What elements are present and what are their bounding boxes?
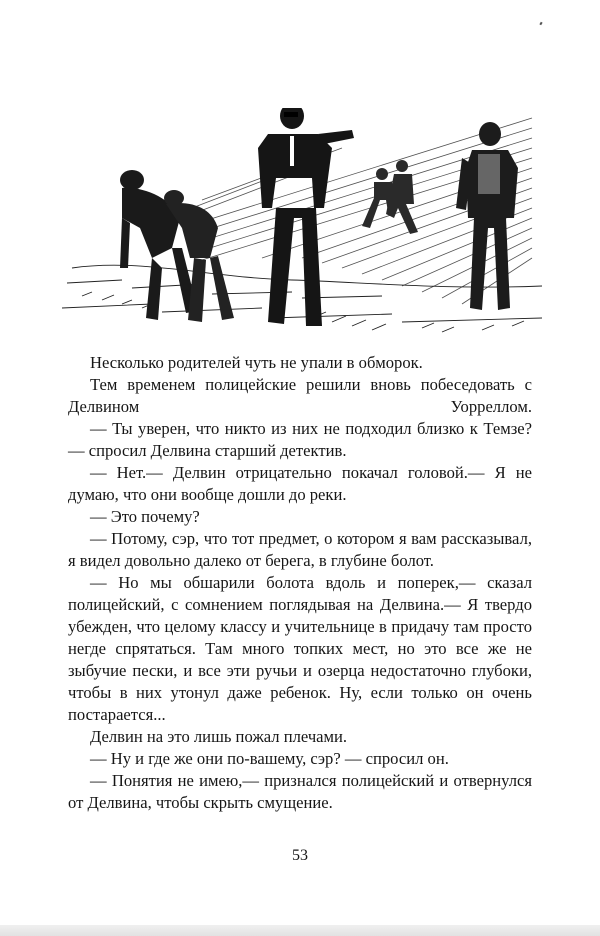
paragraph: — Нет.— Делвин отрицательно покачал головой.— Я не думаю, что они вообще дошли до реки. [68,463,532,504]
paragraph: Несколько родителей чуть не упали в обморок. [90,353,423,372]
young-man-right [456,122,518,310]
paragraph: Делвин на это лишь пожал плечами. [90,727,348,746]
illustration [62,108,552,340]
paragraph: — Но мы обшарили болота вдоль и поперек,— сказал полицейский, с сомнением поглядывая на Делвина.— Я твердо убежден, что целому классу и учительнице в придачу там просто негде спрятаться. Там много топких мест, но это все же не зыбучие пески, и все эти ручьи и озерца недостаточно глубоки, чтобы в них утонул даже ребенок. Ну, если только он очень постарается... [68,573,532,724]
print-speck [539,22,542,26]
paragraph: — Понятия не имею,— признался полицейский и отвернулся от Делвина, чтобы скрыть смущение. [68,771,532,812]
bending-figure-left [120,170,198,320]
paragraph: — Ну и где же они по-вашему, сэр? — спросил он. [90,749,449,768]
paragraph: — Ты уверен, что никто из них не подходил близко к Темзе? — спросил Делвина старший детектив. [68,419,532,460]
standing-man [258,108,354,326]
page-bottom-edge [0,925,600,936]
body-text [68,352,532,814]
running-figures [362,160,418,234]
paragraph: — Это почему? [90,507,200,526]
paragraph: Тем временем полицейские решили вновь побеседовать с Делвином Уорреллом. [68,375,532,416]
page-number: 53 [292,847,308,864]
paragraph: — Потому, сэр, что тот предмет, о котором я вам рассказывал, я видел довольно далеко от берега, в глубине болот. [68,529,532,570]
illustration-sketch [62,108,552,340]
